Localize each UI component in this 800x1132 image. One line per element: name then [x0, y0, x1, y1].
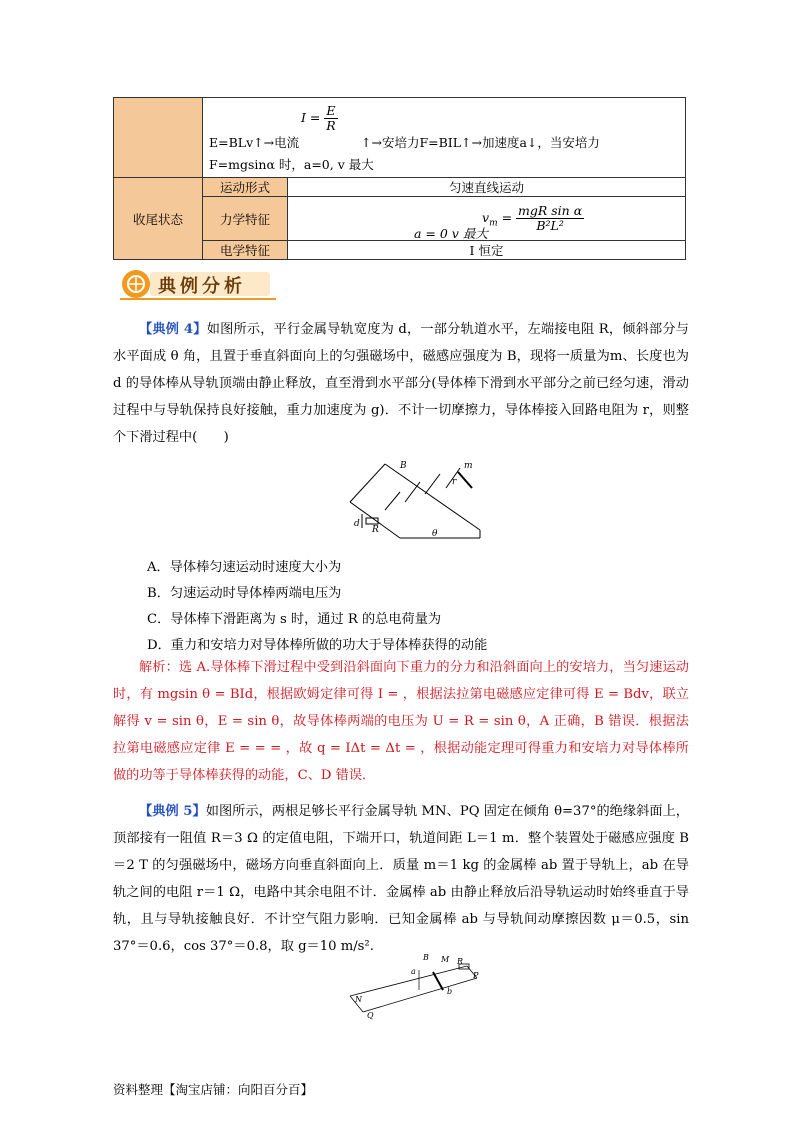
vm-symbol: v: [482, 209, 490, 225]
table-top-cell: [203, 98, 686, 178]
table-orange-cell: [114, 98, 203, 178]
section-header: [120, 268, 276, 300]
current-fraction: [324, 104, 337, 133]
ex4-figure: [340, 452, 490, 544]
elec-label: 电学特征: [203, 241, 288, 260]
motion-form-value: 匀速直线运动: [288, 178, 686, 197]
vm-formula: $v_m$ = $\frac{\text{mgR sin α}}{\text{B²L²}}$: [482, 202, 583, 233]
fig5-label-P: P: [473, 971, 479, 980]
summary-table: [113, 97, 686, 260]
ex5-question: [113, 798, 689, 960]
ex4-option-c: C．导体棒下滑距离为 s 时，通过 R 的总电荷量为: [147, 612, 442, 627]
elec-value: I 恒定: [288, 241, 686, 260]
ex4-tag: 【典例 4】: [139, 322, 207, 337]
current-formula: [301, 104, 338, 133]
ex4-answer: 解析：选 A.导体棒下滑过程中受到沿斜面向下重力的分力和沿斜面向上的安培力，当匀速运动时，有 mgsin θ = BId，根据欧姆定律可得 I = ，根据法拉第电磁感应定律可得 E = Bdv，联立解得 v = sin θ，E = sin θ，故导体棒两端的电压为 U = R = sin θ，A 正确，B 错误．根据法拉第电磁感应定律 E = = = ，故 q = IΔt = Δt = ，根据动能定理可得重力和安培力对导体棒所做的功等于导体棒获得的动能，C、D 错误．: [113, 660, 689, 783]
fig4-label-theta: θ: [432, 529, 438, 539]
mech-value-cell: [288, 197, 686, 241]
ex4-option-d: D．重力和安培力对导体棒所做的功大于导体棒获得的动能: [147, 638, 488, 653]
fig5-label-B: B: [423, 953, 429, 962]
fig5-label-M: M: [441, 955, 450, 964]
mech-label: 力学特征: [203, 197, 288, 241]
footer-text: 资料整理【淘宝店铺：向阳百分百】: [113, 1082, 314, 1097]
vm-num: mgR sin α: [518, 202, 583, 218]
mech-value-a: a = 0 v 最大: [414, 225, 488, 241]
ex4-option-a: A．导体棒匀速运动时速度大小为: [147, 560, 342, 575]
top-text3: F=mgsinα 时，a=0, v 最大: [209, 156, 374, 172]
motion-form-label: 运动形式: [203, 178, 288, 197]
fig4-label-r: r: [452, 477, 457, 487]
fig5-label-a: a: [411, 967, 416, 976]
fig4-label-R: R: [372, 525, 379, 535]
fig4-label-B: B: [400, 461, 407, 471]
ex4-text: 如图所示，平行金属导轨宽度为 d，一部分轨道水平，左端接电阻 R，倾斜部分与水平面成 θ 角，且置于垂直斜面向上的匀强磁场中，磁感应强度为 B，现将一质量为m、长度也为 d 的导体棒从导轨顶端由静止释放，直至滑到水平部分(导体棒下滑到水平部分之前已经匀速，滑动过程中与导轨保持良好接触，重力加速度为 g)．不计一切摩擦力，导体棒接入回路电阻为 r，则整个下滑过程中( ): [113, 322, 689, 445]
vm-sub: m: [489, 218, 498, 228]
end-state-label: 收尾状态: [114, 178, 203, 260]
frac-R: R: [326, 117, 336, 133]
ex5-text: 如图所示，两根足够长平行金属导轨 MN、PQ 固定在倾角 θ=37°的绝缘斜面上，顶部接有一阻值 R＝3 Ω 的定值电阻，下端开口，轨道间距 L＝1 m．整个装置处于磁感应强度 B＝2 T 的匀强磁场中，磁场方向垂直斜面向上．质量 m＝1 kg 的金属棒 ab 置于导轨上，ab 在导轨之间的电阻 r＝1 Ω，电路中其余电阻不计．金属棒 ab 由静止释放后沿导轨运动时始终垂直于导轨，且与导轨接触良好．不计空气阻力影响．已知金属棒 ab 与导轨间动摩擦因数 μ＝0.5，sin 37°＝0.6，cos 37°＝0.8，取 g＝10 m/s².: [113, 804, 689, 954]
fig5-label-R: R: [457, 957, 464, 966]
current-I: I =: [301, 109, 321, 125]
top-text1: E=BLv↑→电流: [209, 134, 300, 150]
fig4-label-d: d: [354, 519, 360, 529]
top-text2: ↑→安培力F=BIL↑→加速度a↓，当安培力: [361, 134, 600, 150]
frac-E: E: [326, 102, 336, 118]
fig5-label-b: b: [447, 987, 453, 996]
vm-den: B²L²: [536, 217, 564, 233]
fig4-label-m: m: [464, 461, 473, 471]
fig5-label-Q: Q: [367, 1011, 374, 1020]
section-header-text: 典例分析: [158, 276, 246, 297]
ex5-figure: [345, 950, 485, 1022]
ex5-tag: 【典例 5】: [139, 804, 206, 819]
ex4-question: [113, 316, 689, 451]
ex4-option-b: B．匀速运动时导体棒两端电压为: [147, 586, 342, 601]
vm-fraction: [516, 204, 584, 233]
fig5-label-N: N: [355, 995, 362, 1004]
